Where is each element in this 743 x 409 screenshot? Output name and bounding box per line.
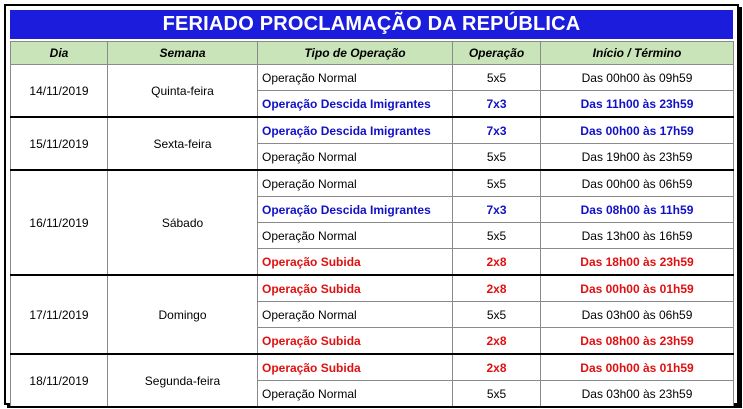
time-range-cell: Das 03h00 às 23h59 <box>541 381 734 408</box>
time-range-cell: Das 19h00 às 23h59 <box>541 144 734 171</box>
operation-type-cell: Operação Normal <box>258 223 453 249</box>
operation-code-cell: 2x8 <box>453 328 541 355</box>
column-header-semana: Semana <box>108 42 258 65</box>
column-header-operacao: Operação <box>453 42 541 65</box>
operation-type-cell: Operação Descida Imigrantes <box>258 197 453 223</box>
operation-code-cell: 7x3 <box>453 117 541 144</box>
operation-type-cell: Operação Subida <box>258 249 453 276</box>
day-date-cell: 18/11/2019 <box>11 354 108 407</box>
schedule-frame <box>4 4 739 405</box>
column-header-dia: Dia <box>11 42 108 65</box>
operation-code-cell: 5x5 <box>453 170 541 197</box>
time-range-cell: Das 00h00 às 17h59 <box>541 117 734 144</box>
operation-type-cell: Operação Normal <box>258 65 453 91</box>
operation-code-cell: 5x5 <box>453 381 541 408</box>
operation-code-cell: 5x5 <box>453 302 541 328</box>
day-date-cell: 16/11/2019 <box>11 170 108 275</box>
time-range-cell: Das 08h00 às 11h59 <box>541 197 734 223</box>
day-date-cell: 15/11/2019 <box>11 117 108 170</box>
weekday-cell: Sábado <box>108 170 258 275</box>
header-row <box>11 42 734 65</box>
weekday-cell: Sexta-feira <box>108 117 258 170</box>
operation-code-cell: 7x3 <box>453 197 541 223</box>
operation-type-cell: Operação Descida Imigrantes <box>258 91 453 118</box>
time-range-cell: Das 00h00 às 01h59 <box>541 275 734 302</box>
operation-code-cell: 2x8 <box>453 249 541 276</box>
operation-code-cell: 5x5 <box>453 223 541 249</box>
weekday-cell: Segunda-feira <box>108 354 258 407</box>
operation-code-cell: 5x5 <box>453 65 541 91</box>
operation-type-cell: Operação Subida <box>258 275 453 302</box>
operation-code-cell: 2x8 <box>453 275 541 302</box>
column-header-periodo: Início / Término <box>541 42 734 65</box>
operation-code-cell: 7x3 <box>453 91 541 118</box>
time-range-cell: Das 00h00 às 01h59 <box>541 354 734 381</box>
day-date-cell: 17/11/2019 <box>11 275 108 354</box>
page-title: FERIADO PROCLAMAÇÃO DA REPÚBLICA <box>10 10 733 39</box>
time-range-cell: Das 18h00 às 23h59 <box>541 249 734 276</box>
weekday-cell: Quinta-feira <box>108 65 258 118</box>
operation-type-cell: Operação Subida <box>258 328 453 355</box>
day-date-cell: 14/11/2019 <box>11 65 108 118</box>
schedule-table <box>10 41 734 408</box>
time-range-cell: Das 13h00 às 16h59 <box>541 223 734 249</box>
time-range-cell: Das 00h00 às 06h59 <box>541 170 734 197</box>
operation-type-cell: Operação Normal <box>258 170 453 197</box>
operation-type-cell: Operação Normal <box>258 144 453 171</box>
operation-type-cell: Operação Subida <box>258 354 453 381</box>
time-range-cell: Das 11h00 às 23h59 <box>541 91 734 118</box>
table-row <box>11 354 734 381</box>
table-row <box>11 117 734 144</box>
time-range-cell: Das 08h00 às 23h59 <box>541 328 734 355</box>
table-row <box>11 170 734 197</box>
operation-type-cell: Operação Normal <box>258 381 453 408</box>
operation-type-cell: Operação Descida Imigrantes <box>258 117 453 144</box>
time-range-cell: Das 03h00 às 06h59 <box>541 302 734 328</box>
column-header-tipo: Tipo de Operação <box>258 42 453 65</box>
operation-type-cell: Operação Normal <box>258 302 453 328</box>
weekday-cell: Domingo <box>108 275 258 354</box>
operation-code-cell: 2x8 <box>453 354 541 381</box>
operation-code-cell: 5x5 <box>453 144 541 171</box>
table-row <box>11 65 734 91</box>
time-range-cell: Das 00h00 às 09h59 <box>541 65 734 91</box>
table-row <box>11 275 734 302</box>
